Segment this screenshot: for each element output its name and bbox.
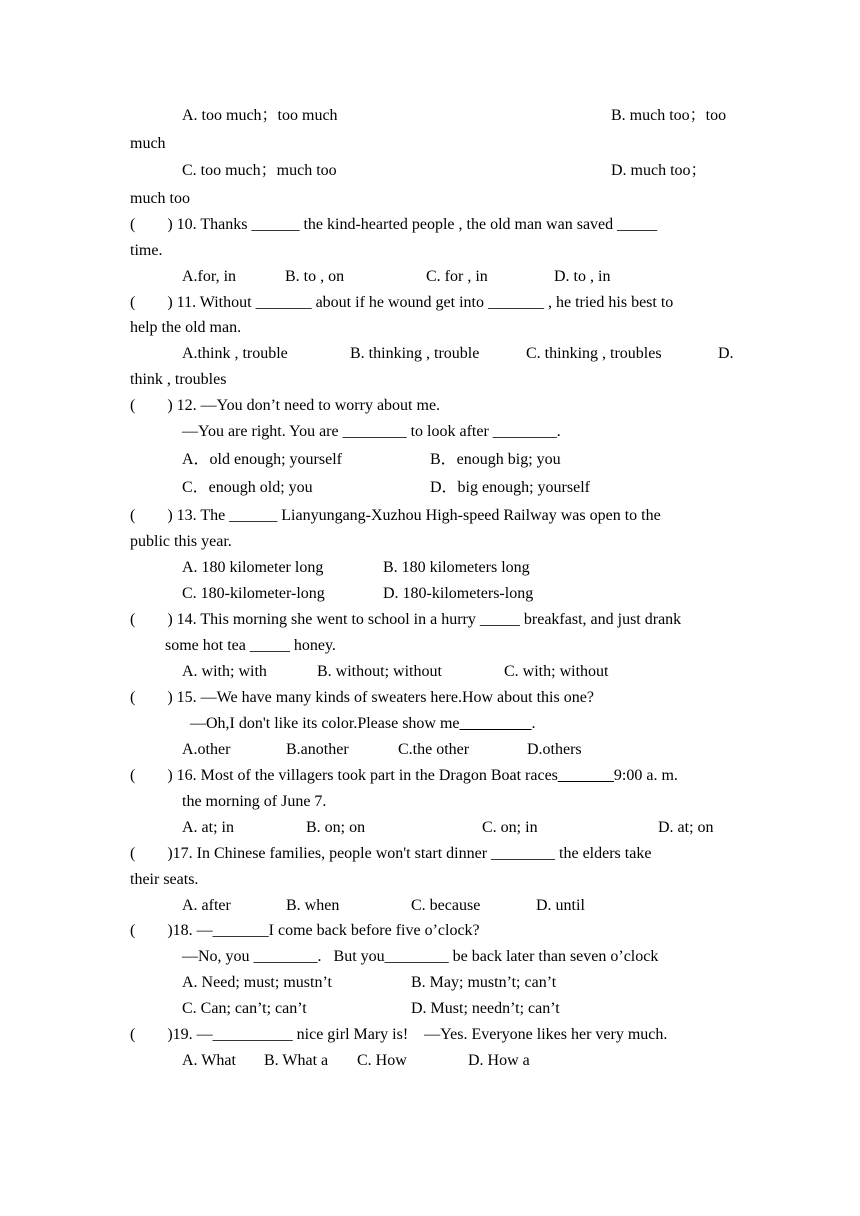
q14-stem: ( ) 14. This morning she went to school in a hurry _____ breakfast, and just drank — [130, 611, 682, 628]
q17-option-a: A. after — [182, 897, 231, 914]
q13-option-c: C. 180-kilometer-long — [182, 585, 325, 602]
q18-option-d: D. Must; needn’t; can’t — [411, 1000, 560, 1017]
q19-stem: ( )19. —__________ nice girl Mary is! —Yes. Everyone likes her very much. — [130, 1026, 668, 1043]
q9-option-a: A. too much；too much — [182, 107, 338, 124]
q17-option-c: C. because — [411, 897, 481, 914]
q18-option-c: C. Can; can’t; can’t — [182, 1000, 307, 1017]
q16-answer-blank: _______ — [557, 767, 614, 784]
q15-line2-text: —Oh,I don't like its color.Please show me — [190, 715, 460, 732]
q15-stem-continued — [190, 714, 536, 734]
q14-option-c: C. with; without — [504, 663, 609, 680]
q14-option-a: A. with; with — [182, 663, 267, 680]
q12-option-d: D．big enough; yourself — [430, 479, 590, 496]
q15-option-c: C.the other — [398, 741, 470, 758]
q14-stem-continued: some hot tea _____ honey. — [165, 637, 336, 654]
q12-stem: ( ) 12. —You don’t need to worry about me. — [130, 397, 441, 414]
q15-option-a: A.other — [182, 741, 231, 758]
q16-stem-continued: the morning of June 7. — [182, 793, 327, 810]
q11-option-d: D. — [718, 345, 734, 362]
q17-stem: ( )17. In Chinese families, people won't start dinner ________ the elders take — [130, 845, 652, 862]
q12-option-a: A．old enough; yourself — [182, 451, 342, 468]
q13-stem: ( ) 13. The ______ Lianyungang-Xuzhou High-speed Railway was open to the — [130, 507, 661, 524]
q19-option-c: C. How — [357, 1052, 407, 1069]
q16-line1-text: ( ) 16. Most of the villagers took part in the Dragon Boat races — [130, 767, 558, 784]
q18-option-a: A. Need; must; mustn’t — [182, 974, 332, 991]
q17-option-b: B. when — [286, 897, 340, 914]
q10-option-b: B. to , on — [285, 268, 345, 285]
q10-option-d: D. to , in — [554, 268, 611, 285]
q9-option-d-continued: much too — [130, 190, 190, 207]
q11-stem: ( ) 11. Without _______ about if he wound get into _______ , he tried his best to — [130, 294, 674, 311]
q10-option-a: A.for, in — [182, 268, 237, 285]
q17-stem-continued: their seats. — [130, 871, 199, 888]
q16-stem — [130, 766, 678, 786]
q10-option-c: C. for , in — [426, 268, 488, 285]
q19-option-a: A. What — [182, 1052, 236, 1069]
q12-option-c: C．enough old; you — [182, 479, 313, 496]
q16-option-a: A. at; in — [182, 819, 234, 836]
q13-option-d: D. 180-kilometers-long — [383, 585, 534, 602]
q12-option-b: B．enough big; you — [430, 451, 561, 468]
q14-option-b: B. without; without — [317, 663, 442, 680]
q13-option-a: A. 180 kilometer long — [182, 559, 324, 576]
q16-option-c: C. on; in — [482, 819, 538, 836]
q15-option-d: D.others — [527, 741, 582, 758]
q18-stem: ( )18. —_______I come back before five o’clock? — [130, 922, 480, 939]
q19-option-b: B. What a — [264, 1052, 329, 1069]
q16-line1-end: 9:00 a. m. — [613, 767, 678, 784]
q17-option-d: D. until — [536, 897, 585, 914]
q15-line2-end: . — [531, 715, 536, 732]
q18-stem-continued: —No, you ________. But you________ be back later than seven o’clock — [182, 948, 659, 965]
q15-stem: ( ) 15. —We have many kinds of sweaters here.How about this one? — [130, 689, 594, 706]
q9-option-b: B. much too；too — [611, 107, 727, 124]
q11-option-a: A.think , trouble — [182, 345, 288, 362]
q15-answer-blank: _________ — [459, 715, 532, 732]
q9-option-d: D. much too； — [611, 162, 707, 179]
q11-option-c: C. thinking , troubles — [526, 345, 662, 362]
q11-option-d-continued: think , troubles — [130, 371, 227, 388]
q16-option-b: B. on; on — [306, 819, 366, 836]
q10-stem: ( ) 10. Thanks ______ the kind-hearted people , the old man wan saved _____ — [130, 216, 658, 233]
q13-option-b: B. 180 kilometers long — [383, 559, 530, 576]
q16-option-d: D. at; on — [658, 819, 714, 836]
q19-option-d: D. How a — [468, 1052, 530, 1069]
q10-stem-continued: time. — [130, 242, 163, 259]
q11-stem-continued: help the old man. — [130, 319, 242, 336]
q11-option-b: B. thinking , trouble — [350, 345, 480, 362]
q9-option-c: C. too much；much too — [182, 162, 337, 179]
q13-stem-continued: public this year. — [130, 533, 232, 550]
q15-option-b: B.another — [286, 741, 349, 758]
q12-stem-continued: —You are right. You are ________ to look after ________. — [182, 423, 561, 440]
q18-option-b: B. May; mustn’t; can’t — [411, 974, 557, 991]
q9-option-b-continued: much — [130, 135, 166, 152]
